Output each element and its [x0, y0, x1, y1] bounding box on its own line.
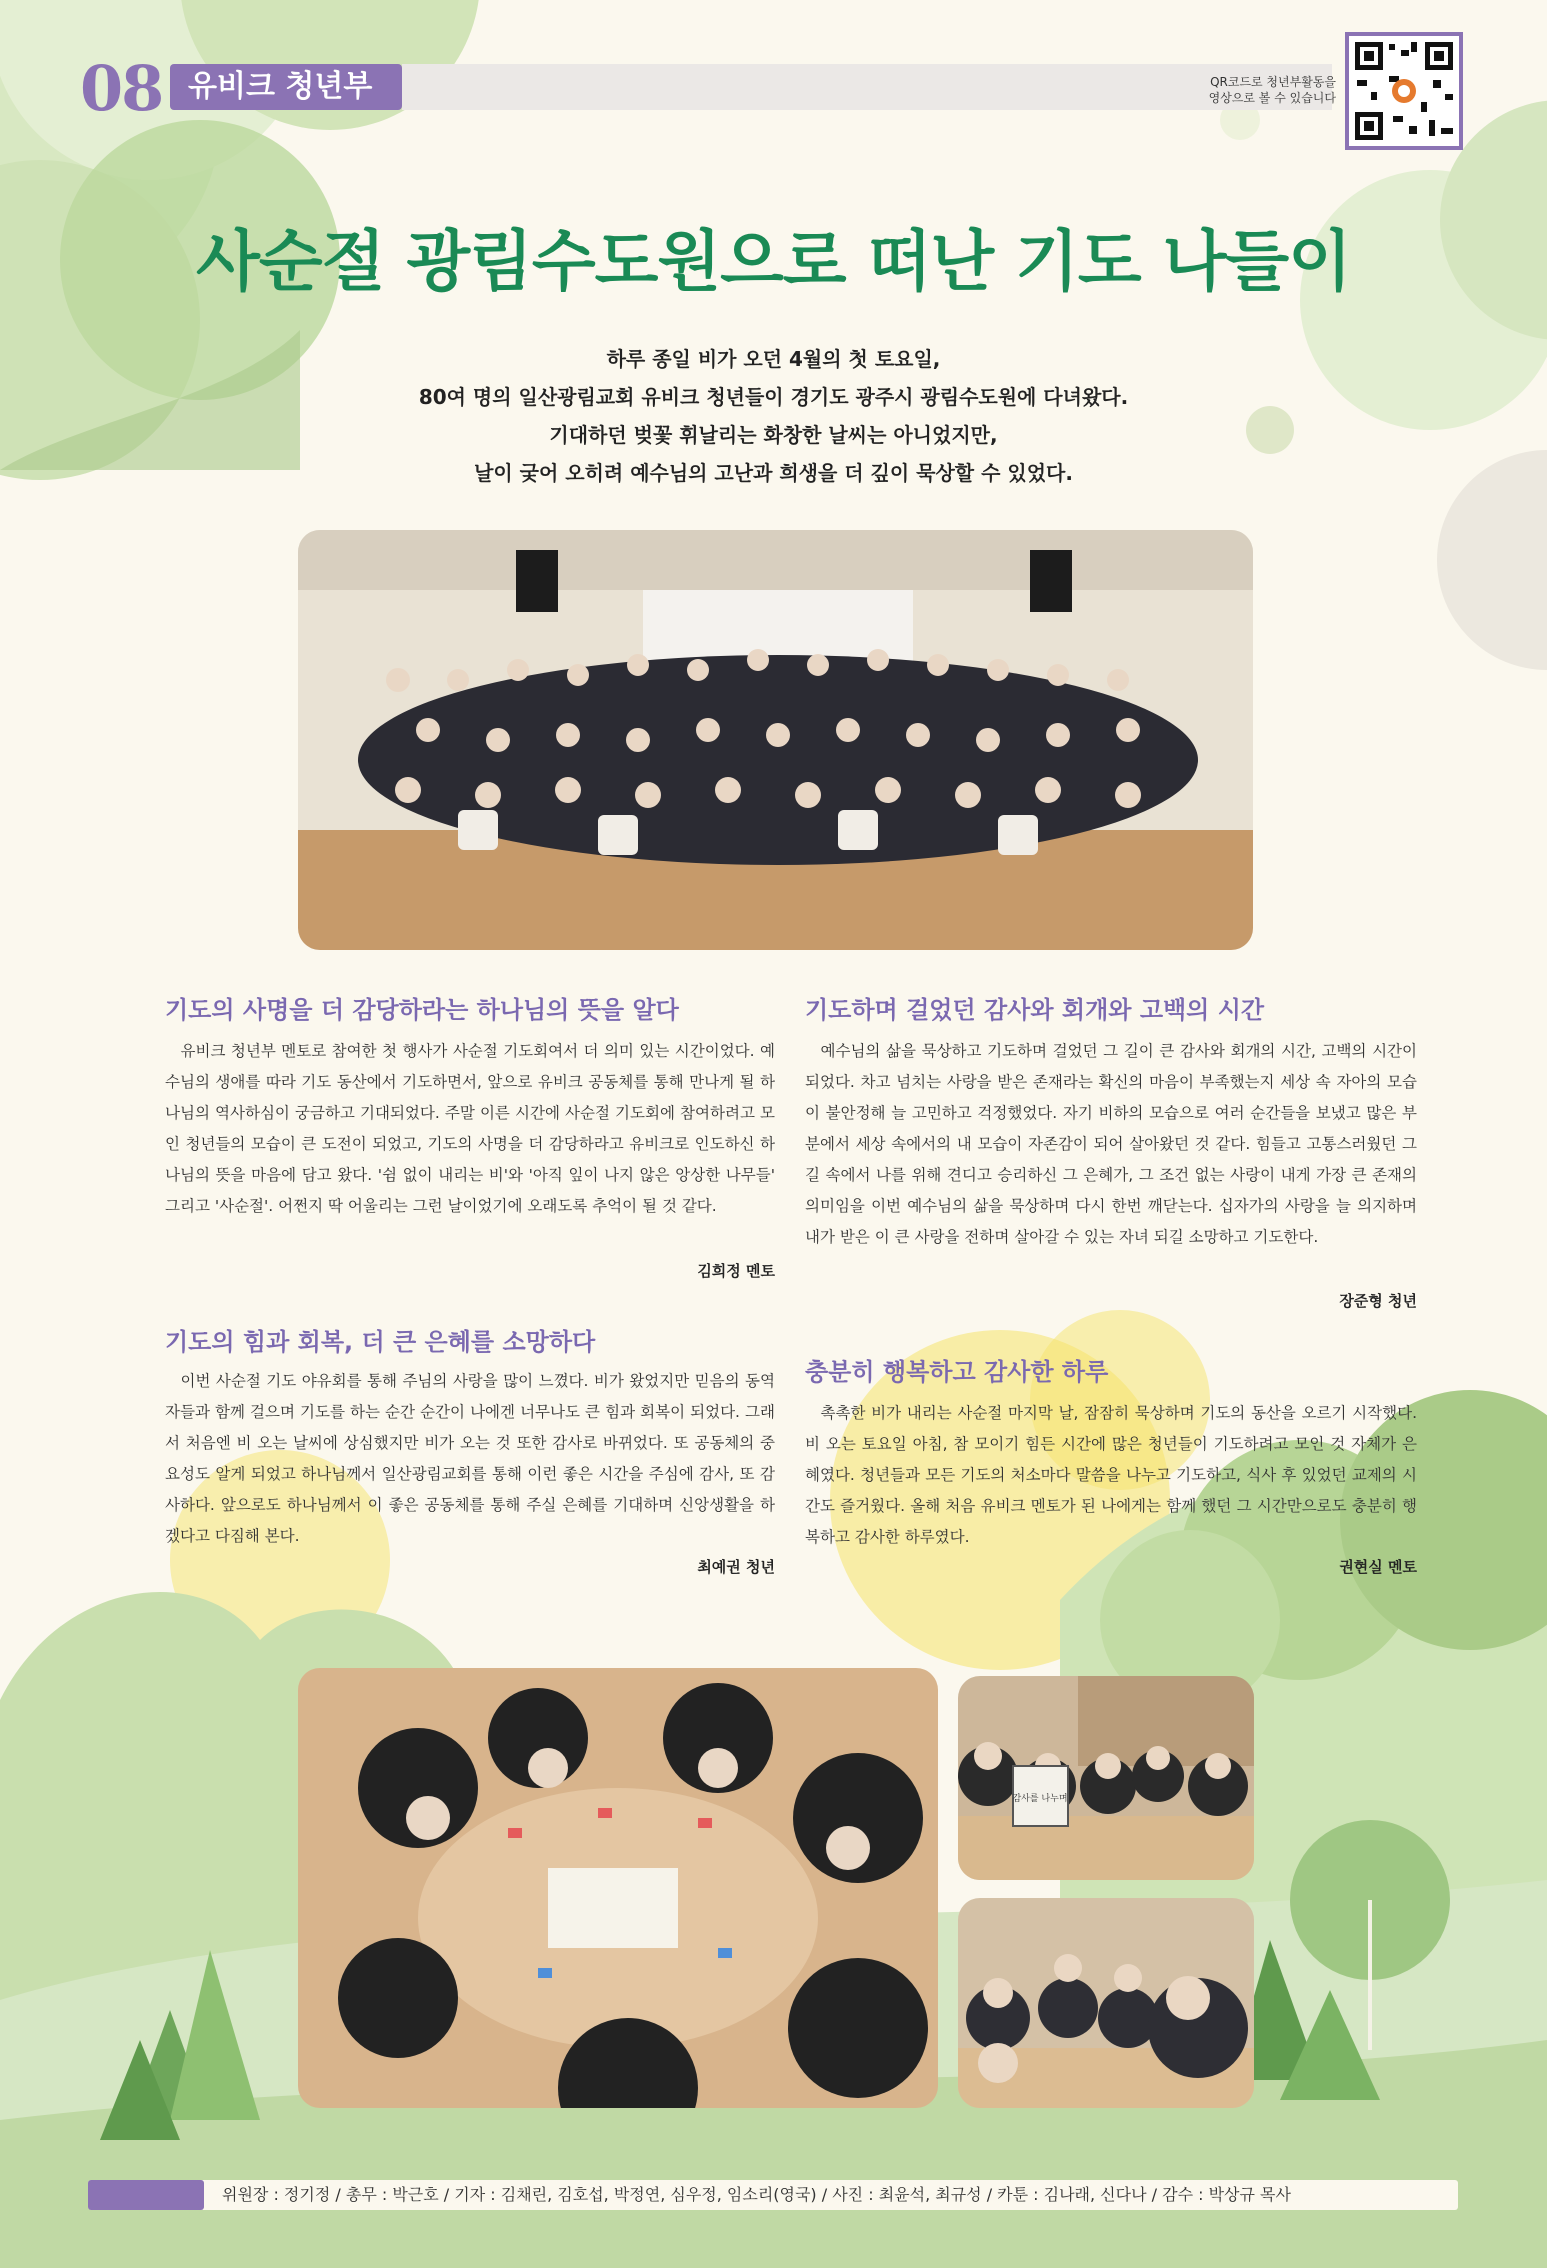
article-author: 최예권 청년 [697, 1558, 775, 1576]
group-photo-image [298, 530, 1253, 950]
game-photo [298, 1668, 938, 2108]
article-body: 유비크 청년부 멘토로 참여한 첫 행사가 사순절 기도회여서 더 의미 있는 시간이었다. 예수님의 생애를 따라 기도 동산에서 기도하면서, 앞으로 유비크 공동체를 통해 만나게 될 하나님의 역사하심이 궁금하고 기대되었다. 주말 이른 시간에 사순절 기도회에 참여하려고 모인 청년들의 모습이 큰 도전이 되었고, 기도의 사명을 더 감당하라고 유비크로 인도하신 하나님의 뜻을 마음에 담고 왔다. '쉼 없이 내리는 비'와 '아직 잎이 나지 않은 앙상한 나무들' 그리고 '사순절'. 어쩐지 딱 어울리는 그런 날이었기에 오래도록 추억이 될 것 같다. [165, 1042, 775, 1215]
qr-note-line1: QR코드로 청년부활동을 [1210, 75, 1336, 89]
qr-code[interactable] [1345, 32, 1463, 150]
article-title: 사순절 광림수도원으로 떠난 기도 나들이 [196, 223, 1351, 300]
article-author: 권현실 멘토 [1339, 1558, 1417, 1576]
group-photo [298, 530, 1253, 950]
lead-line: 하루 종일 비가 오던 4월의 첫 토요일, [606, 347, 941, 371]
lead-line: 80여 명의 일산광림교회 유비크 청년들이 경기도 광주시 광림수도원에 다녀왔다. [418, 385, 1129, 409]
qr-code-icon [1349, 36, 1459, 146]
lead-paragraph [300, 340, 1247, 492]
article-body: 이번 사순절 기도 야유회를 통해 주님의 사랑을 많이 느꼈다. 비가 왔었지만 믿음의 동역자들과 함께 걸으며 기도를 하는 순간 순간이 나에겐 너무나도 큰 힘과 회복이 되었다. 그래서 처음엔 비 오는 날씨에 상심했지만 비가 오는 것 또한 감사로 바뀌었다. 또 공동체의 중요성도 알게 되었고 하나님께서 일산광림교회를 통해 이런 좋은 시간을 주심에 감사, 또 감사하다. 앞으로도 하나님께서 이 좋은 공동체를 통해 주실 은혜를 기대하며 신앙생활을 하겠다고 다짐해 본다. [165, 1372, 775, 1545]
article-heading: 충분히 행복하고 감사한 하루 [805, 1358, 1109, 1386]
article-heading: 기도의 힘과 회복, 더 큰 은혜를 소망하다 [165, 1328, 596, 1356]
lead-line: 날이 궂어 오히려 예수님의 고난과 희생을 더 깊이 묵상할 수 있었다. [474, 461, 1073, 485]
article-heading: 기도하며 걸었던 감사와 회개와 고백의 시간 [805, 996, 1265, 1024]
lead-line: 기대하던 벚꽃 휘날리는 화창한 날씨는 아니었지만, [549, 423, 998, 447]
article-author: 장준형 청년 [1339, 1292, 1417, 1310]
page-number: 08 [80, 52, 163, 125]
qr-note-line2: 영상으로 볼 수 있습니다 [1208, 91, 1336, 105]
article-author: 김희정 멘토 [697, 1262, 775, 1280]
top-right-tree-decoration [1220, 100, 1547, 670]
photo-sign-text: 감사를 나누며 [1012, 1794, 1068, 1804]
game-photo-image [298, 1668, 938, 2108]
staff-credits: 위원장 : 정기정 / 총무 : 박근호 / 기자 : 김채린, 김호섭, 박정연, 심우정, 임소리(영국) / 사진 : 최윤석, 최규성 / 카툰 : 김나래, 신다나 / 감수 : 박상규 목사 [222, 2185, 1291, 2204]
article-body: 예수님의 삶을 묵상하고 기도하며 걸었던 그 길이 큰 감사와 회개의 시간, 고백의 시간이 되었다. 차고 넘치는 사랑을 받은 존재라는 확신의 마음이 부족했는지 세상 속 자아의 모습이 불안정해 늘 고민하고 걱정했었다. 자기 비하의 모습으로 여러 순간들을 보냈고 많은 부분에서 세상 속에서의 내 모습이 자존감이 되어 살아왔던 것 같다. 힘들고 고통스러웠던 그 길 속에서 나를 위해 견디고 승리하신 그 은혜가, 그 조건 없는 사랑이 내게 가장 큰 존재의 의미임을 이번 예수님의 삶을 묵상하며 다시 한번 깨닫는다. 십자가의 사랑을 늘 의지하며 내가 받은 이 큰 사랑을 전하며 살아갈 수 있는 자녀 되길 소망하고 기도한다. [805, 1042, 1417, 1246]
section-label: 유비크 청년부 [170, 64, 402, 110]
small-photo-top-image [958, 1676, 1254, 1880]
article-body: 촉촉한 비가 내리는 사순절 마지막 날, 잠잠히 묵상하며 기도의 동산을 오르기 시작했다. 비 오는 토요일 아침, 참 모이기 힘든 시간에 많은 청년들이 기도하려고 모인 것 자체가 은혜였다. 청년들과 모든 기도의 처소마다 말씀을 나누고 기도하고, 식사 후 있었던 교제의 시간도 즐거웠다. 올해 처음 유비크 멘토가 된 나에게는 함께 했던 그 시간만으로도 충분히 행복하고 감사한 하루였다. [805, 1404, 1417, 1546]
footer-tag [88, 2180, 204, 2210]
qr-note [1150, 74, 1336, 106]
article-heading: 기도의 사명을 더 감당하라는 하나님의 뜻을 알다 [165, 996, 679, 1024]
small-photo-top [958, 1676, 1254, 1880]
small-photo-bottom-image [958, 1898, 1254, 2108]
small-photo-bottom [958, 1898, 1254, 2108]
